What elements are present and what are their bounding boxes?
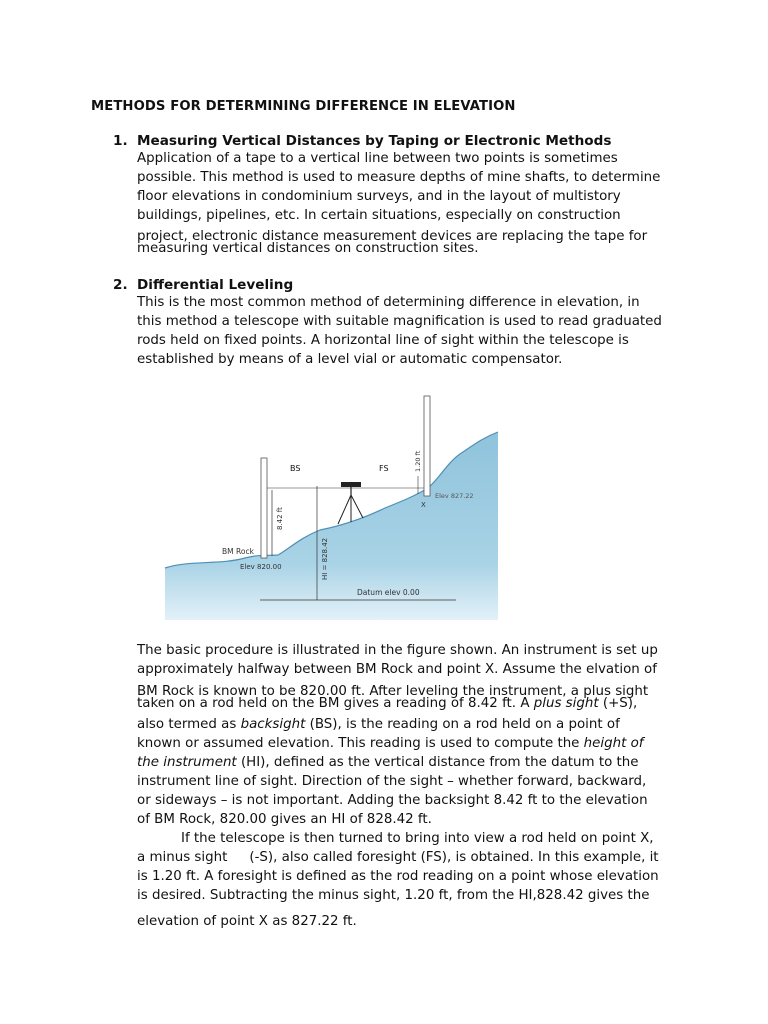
ground-profile bbox=[165, 432, 498, 620]
section-title: Measuring Vertical Distances by Taping or Electronic Methods bbox=[137, 133, 612, 149]
section-2-body bbox=[137, 293, 679, 369]
text-line bbox=[137, 715, 679, 734]
procedure-paragraph bbox=[137, 641, 679, 679]
text-span: If the telescope is then turned to bring into view a rod held on point X, bbox=[181, 831, 654, 846]
text-line: BM Rock is known to be 820.00 ft. After leveling the instrument, a plus sight bbox=[137, 684, 649, 699]
leveling-diagram bbox=[160, 390, 500, 620]
text-line: buildings, pipelines, etc. In certain situations, especially on construction bbox=[137, 208, 621, 223]
level-instrument bbox=[341, 482, 361, 487]
text-span: taken on a rod held on the BM gives a reading of 8.42 ft. A bbox=[137, 696, 534, 711]
term-backsight: backsight bbox=[240, 717, 306, 732]
bm-rock-label: BM Rock bbox=[222, 547, 254, 556]
text-span: a minus sight bbox=[137, 850, 228, 865]
section-1-body-cont bbox=[137, 231, 679, 255]
text-line: measuring vertical distances on construction sites. bbox=[137, 241, 479, 256]
bs-rod bbox=[261, 458, 267, 558]
bm-elevation-label: Elev 820.00 bbox=[240, 563, 282, 571]
text-line: project, electronic distance measurement devices are replacing the tape for bbox=[137, 229, 648, 244]
text-line: this method a telescope with suitable magnification is used to read graduated bbox=[137, 314, 662, 329]
section-number: 2. bbox=[113, 277, 128, 293]
text-span: known or assumed elevation. This reading is used to compute the bbox=[137, 736, 584, 751]
text-line: rods held on fixed points. A horizontal line of sight within the telescope is bbox=[137, 333, 629, 348]
fs-label: FS bbox=[379, 464, 389, 473]
procedure-paragraph-cont bbox=[137, 686, 679, 710]
text-line bbox=[137, 698, 679, 710]
text-span: (BS), is the reading on a rod held on a point of bbox=[305, 717, 620, 732]
leveling-figure bbox=[160, 390, 500, 620]
tripod-leg bbox=[338, 495, 351, 524]
term-height-of: height of bbox=[583, 736, 644, 751]
hi-label: HI = 828.42 bbox=[321, 537, 329, 580]
text-span: (-S), also called foresight (FS), is obtained. In this example, it bbox=[249, 850, 659, 865]
term-the-instrument: the instrument bbox=[137, 755, 237, 770]
text-span: (+S), bbox=[598, 696, 638, 711]
text-line: of BM Rock, 820.00 gives an HI of 828.42 ft. bbox=[137, 812, 432, 827]
text-line: floor elevations in condominium surveys, and in the layout of multistory bbox=[137, 189, 621, 204]
section-1-body bbox=[137, 149, 679, 225]
datum-label: Datum elev 0.00 bbox=[357, 588, 420, 597]
text-line: instrument line of sight. Direction of the sight – whether forward, backward, bbox=[137, 774, 647, 789]
bs-label: BS bbox=[290, 464, 301, 473]
term-plus-sight: plus sight bbox=[533, 696, 599, 711]
text-line: or sideways – is not important. Adding the backsight 8.42 ft to the elevation bbox=[137, 793, 648, 808]
text-line: The basic procedure is illustrated in the figure shown. An instrument is set up bbox=[137, 643, 658, 658]
text-line: is desired. Subtracting the minus sight, 1.20 ft, from the HI,828.42 gives the bbox=[137, 888, 650, 903]
point-x-label: X bbox=[421, 501, 426, 509]
section-2-heading bbox=[113, 276, 683, 294]
bs-reading-label: 8.42 ft bbox=[276, 507, 284, 530]
text-span: also termed as bbox=[137, 717, 241, 732]
text-line: possible. This method is used to measure depths of mine shafts, to determine bbox=[137, 170, 661, 185]
text-line: established by means of a level vial or automatic compensator. bbox=[137, 352, 563, 367]
document-title: METHODS FOR DETERMINING DIFFERENCE IN ELEVATION bbox=[91, 99, 516, 114]
text-line bbox=[137, 848, 679, 867]
section-title: Differential Leveling bbox=[137, 277, 294, 293]
tripod-leg bbox=[351, 495, 363, 518]
procedure-paragraph-rest bbox=[137, 715, 679, 905]
text-line bbox=[137, 734, 679, 753]
section-1-heading bbox=[113, 132, 683, 150]
text-line bbox=[137, 753, 679, 772]
fs-reading-label: 1.20 ft bbox=[414, 450, 422, 472]
text-line: elevation of point X as 827.22 ft. bbox=[137, 914, 357, 929]
text-line: approximately halfway between BM Rock and point X. Assume the elvation of bbox=[137, 662, 657, 677]
text-line: is 1.20 ft. A foresight is defined as the rod reading on a point whose elevation bbox=[137, 869, 659, 884]
text-line: This is the most common method of determining difference in elevation, in bbox=[137, 295, 640, 310]
x-elevation-label: Elev 827.22 bbox=[435, 492, 474, 500]
text-line bbox=[137, 829, 679, 848]
text-line: Application of a tape to a vertical line between two points is sometimes bbox=[137, 151, 618, 166]
text-span: (HI), defined as the vertical distance from the datum to the bbox=[236, 755, 639, 770]
section-number: 1. bbox=[113, 133, 128, 149]
fs-rod bbox=[424, 396, 430, 496]
final-line bbox=[137, 912, 679, 931]
